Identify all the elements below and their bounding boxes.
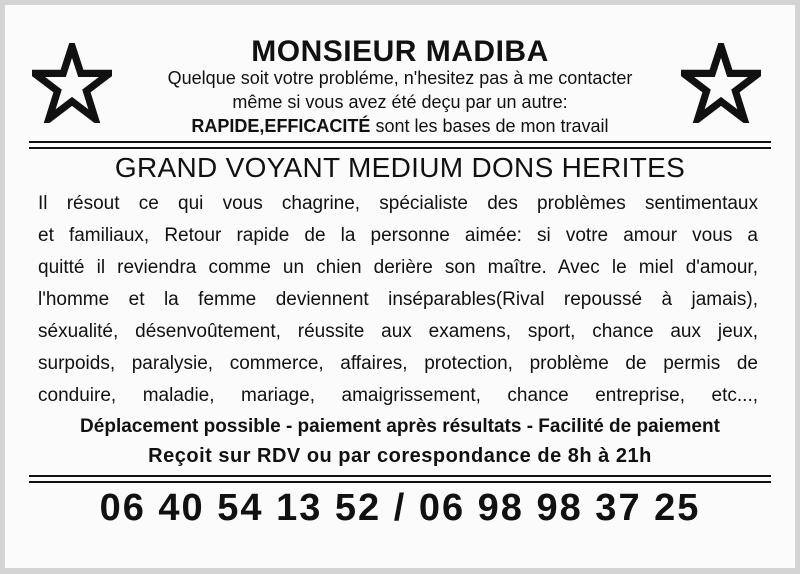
subtitle: GRAND VOYANT MEDIUM DONS HERITES [114,152,686,183]
page-title: MONSIEUR MADIBA [251,35,549,68]
body-line: conduire, maladie, mariage, amaigrissement, chance entreprise, etc..., [38,385,758,406]
divider [29,147,771,149]
intro-line [5,115,795,137]
body-line: l'homme et la femme deviennent inséparables(Rival repoussé à jamais), [38,289,758,310]
body-line: surpoids, paralysie, commerce, affaires, protection, problème de permis de [38,353,758,374]
phone-numbers: 06 40 54 13 52 / 06 98 98 37 25 [99,487,701,529]
body-line: quitté il reviendra comme un chien derière son maître. Avec le miel d'amour, [38,257,758,278]
intro-emphasis: RAPIDE,EFFICACITÉ [191,116,371,136]
hours-line: Reçoit sur RDV ou par corespondance de 8h à 21h [148,445,652,467]
intro-line: même si vous avez été deçu par un autre: [232,92,568,112]
intro-line: Quelque soit votre probléme, n'hesitez pas à me contacter [167,68,633,88]
divider [29,481,771,483]
body-line: Il résout ce qui vous chagrine, spécialiste des problèmes sentimentaux [38,193,758,214]
body-line: et familiaux, Retour rapide de la personne aimée: si votre amour vous a [38,225,758,246]
divider [29,475,771,477]
intro-rest: sont les bases de mon travail [370,116,609,136]
divider [29,141,771,143]
services-line: Déplacement possible - paiement après résultats - Facilité de paiement [80,416,720,437]
business-card [5,5,795,568]
body-line: séxualité, désenvoûtement, réussite aux examens, sport, chance aux jeux, [38,321,758,342]
